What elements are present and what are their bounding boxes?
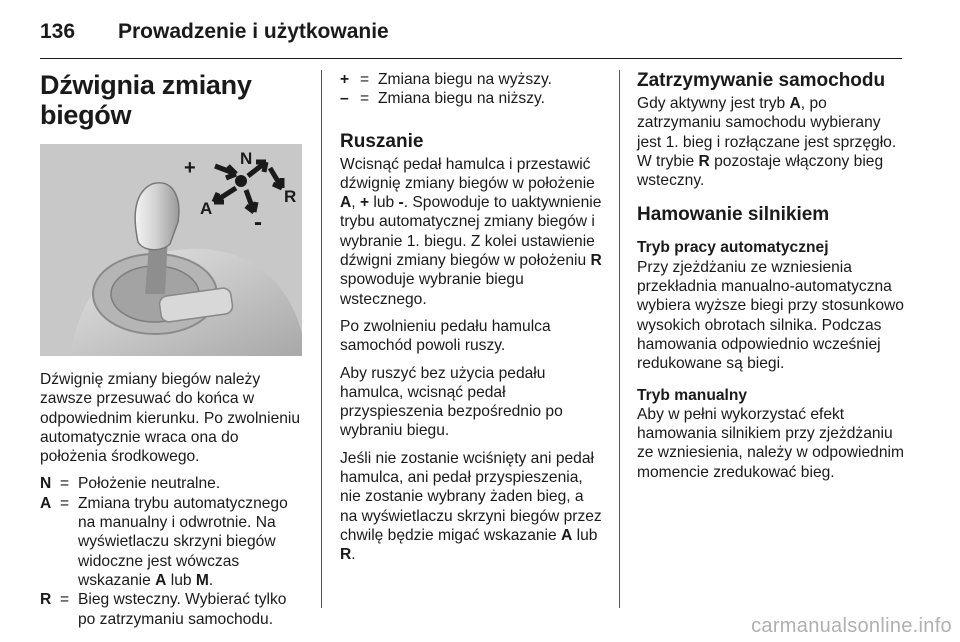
label-plus: + <box>184 157 196 179</box>
definition-item <box>340 70 605 89</box>
section-heading: Hamowanie silnikiem <box>637 204 830 226</box>
column-3 <box>637 70 905 490</box>
column-divider <box>321 70 322 608</box>
definition-key: A <box>40 494 52 512</box>
definition-key: + <box>340 71 350 88</box>
definition-equals: = <box>60 494 70 512</box>
definition-key: R <box>40 591 52 609</box>
column-2 <box>340 70 605 573</box>
paragraph: Aby w pełni wykorzystać efekt hamowania silnikiem przy zjeżdżaniu ze wzniesienia, należy w odpowiednim momencie zredukować bieg. <box>637 405 904 481</box>
definition-equals: = <box>60 591 70 609</box>
shift-definitions <box>340 70 605 109</box>
definition-equals: = <box>60 475 70 493</box>
definition-item <box>40 590 304 629</box>
page-header <box>40 14 902 59</box>
label-n: N <box>240 149 253 168</box>
paragraph: Aby ruszyć bez użycia pedału hamulca, wcisnąć pedał przyspieszenia bezpośrednio po wybraniu biegu. <box>340 364 563 440</box>
label-r: R <box>284 187 297 206</box>
paragraph: Przy zjeżdżaniu ze wzniesienia przekładnia manualno-automatyczna wybiera wyższe biegi przy stosunkowo wysokich obrotach silnika. Podczas hamowania odpowiednio wcześniej redukowane są biegi. <box>637 258 904 373</box>
column-divider <box>619 70 620 608</box>
watermark: carmanualsonline.info <box>751 615 952 637</box>
gear-lever-drawing <box>40 144 302 356</box>
column-1 <box>40 70 304 637</box>
section-heading: Zatrzymywanie samochodu <box>637 70 886 91</box>
definition-item <box>340 89 605 108</box>
definition-text: Bieg wsteczny. Wybierać tylko po zatrzymaniu samochodu. <box>78 591 287 628</box>
section-heading: Ruszanie <box>340 130 424 152</box>
gear-lever-illustration <box>40 144 302 356</box>
lever-knob <box>135 183 179 250</box>
definition-text: Położenie neutralne. <box>78 475 221 493</box>
definition-equals: = <box>360 90 370 108</box>
definition-key: N <box>40 475 52 493</box>
paragraph: Wcisnąć pedał hamulca i przestawić dźwignię zmiany biegów w położenie A, + lub -. Spowoduje to uaktywnienie trybu automatycznej zmiany biegów i wybranie 1. biegu. Z kolei ustawienie dźwigni zmiany biegów w położeniu R spowoduje wybranie biegu wstecznego. <box>340 155 602 308</box>
subheading: Tryb pracy automatycznej <box>637 239 829 257</box>
section-title: Dźwignia zmiany biegów <box>40 70 252 130</box>
definition-key: – <box>340 90 349 108</box>
paragraph: Jeśli nie zostanie wciśnięty ani pedał hamulca, ani pedał przyspieszenia, nie zostanie wybrany żaden bieg, a na wyświetlaczu skrzyni biegów przez chwilę będzie migać wskazanie A lub R. <box>340 449 602 564</box>
definition-text: Zmiana biegu na niższy. <box>378 90 545 108</box>
label-minus: - <box>254 209 262 236</box>
label-a: A <box>200 199 213 218</box>
page-number: 136 <box>40 20 76 43</box>
center-dot <box>235 175 247 187</box>
definition-text: Zmiana trybu automatycznego na manualny i odwrotnie. Na wyświetlaczu skrzyni biegów widoczne jest wówczas wskazanie A lub M. <box>78 494 288 589</box>
intro-paragraph: Dźwignię zmiany biegów należy zawsze przesuwać do końca w odpowiednim kierunku. Po zwolnieniu automatycznie wraca ona do położenia środkowego. <box>40 371 301 466</box>
paragraph: Gdy aktywny jest tryb A, po zatrzymaniu samochodu wybierany jest 1. bieg i rozłączane jest sprzęgło. W trybie R pozostaje włączony bieg wsteczny. <box>637 95 897 190</box>
definition-item <box>40 494 304 590</box>
subheading: Tryb manualny <box>637 386 748 404</box>
definition-equals: = <box>360 71 370 88</box>
chapter-title: Prowadzenie i użytkowanie <box>118 20 389 43</box>
definition-item <box>40 474 304 493</box>
definition-text: Zmiana biegu na wyższy. <box>378 71 552 88</box>
position-definitions <box>40 474 304 628</box>
paragraph: Po zwolnieniu pedału hamulca samochód powoli ruszy. <box>340 317 551 355</box>
